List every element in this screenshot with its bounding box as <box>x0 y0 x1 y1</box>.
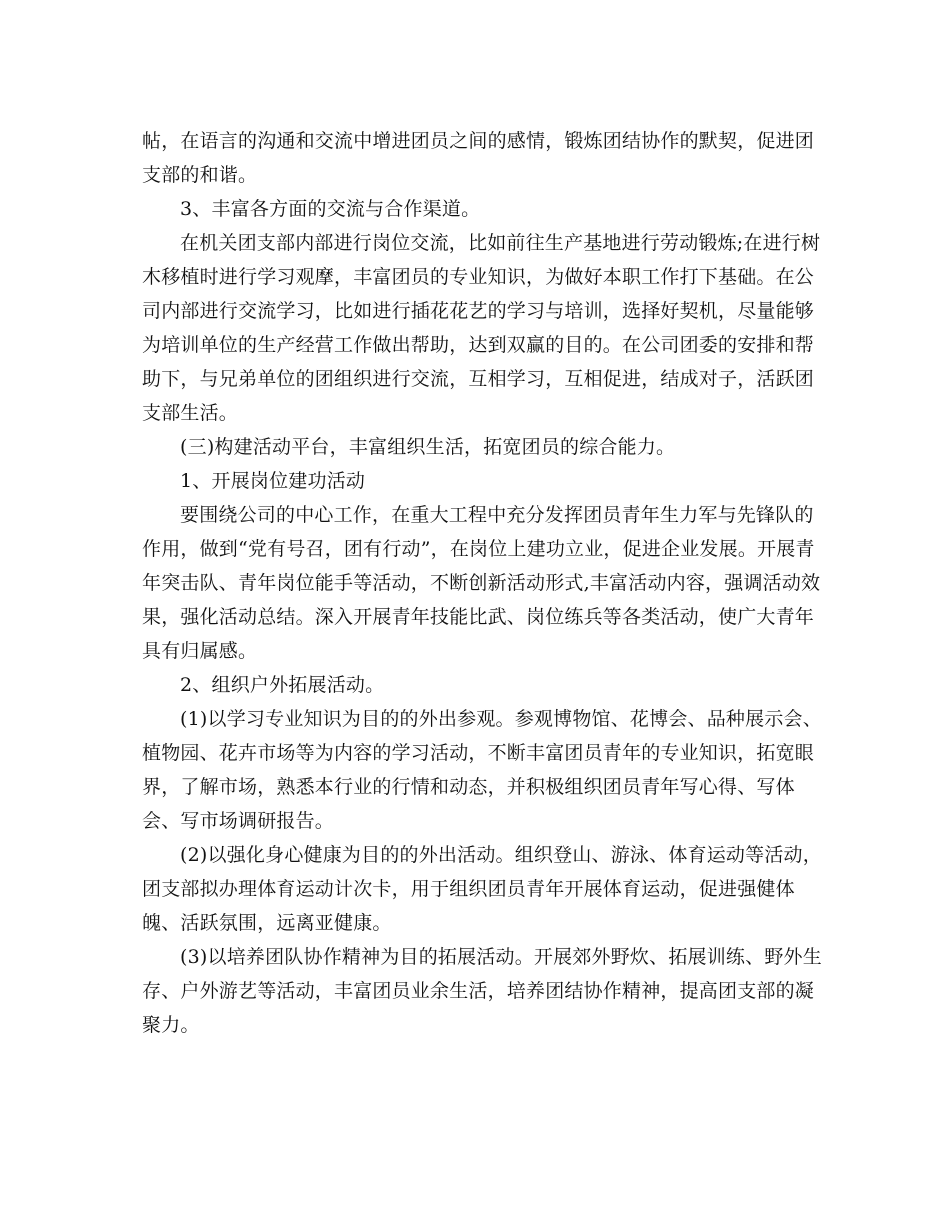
text-line: 要围绕公司的中心工作，在重大工程中充分发挥团员青年生力军与先锋队的 <box>180 504 814 526</box>
paragraph-6 <box>142 498 821 668</box>
paragraph-1 <box>142 124 815 192</box>
paragraph-9 <box>142 838 822 940</box>
text-line: 2、组织户外拓展活动。 <box>180 674 385 696</box>
text-line: 团支部拟办理体育运动计次卡，用于组织团员青年开展体育运动，促进强健体 <box>142 878 795 900</box>
text-line: (3)以培养团队协作精神为目的拓展活动。开展郊外野炊、拓展训练、野外生 <box>180 946 822 968</box>
text-line: 支部的和谐。 <box>142 164 258 186</box>
text-line: 司内部进行交流学习，比如进行插花花艺的学习与培训，选择好契机，尽量能够 <box>142 300 815 322</box>
subheading-2 <box>142 668 804 702</box>
text-line: 存、户外游艺等活动，丰富团员业余生活，培养团结协作精神，提高团支部的凝 <box>142 980 815 1002</box>
text-line: 聚力。 <box>142 1014 200 1036</box>
paragraph-8 <box>142 702 822 838</box>
text-line: 果，强化活动总结。深入开展青年技能比武、岗位练兵等各类活动，使广大青年 <box>142 606 815 628</box>
text-line: 会、写市场调研报告。 <box>142 810 335 832</box>
document-body <box>142 124 822 1042</box>
text-line: 木移植时进行学习观摩，丰富团员的专业知识，为做好本职工作打下基础。在公 <box>142 266 815 288</box>
text-line: 3、丰富各方面的交流与合作渠道。 <box>180 198 481 220</box>
paragraph-3 <box>142 226 821 430</box>
text-line: 在机关团支部内部进行岗位交流，比如前往生产基地进行劳动锻炼;在进行树 <box>180 232 821 254</box>
text-line: 作用，做到“党有号召，团有行动”，在岗位上建功立业，促进企业发展。开展青 <box>142 538 815 560</box>
paragraph-2-heading <box>142 192 804 226</box>
text-line: 植物园、花卉市场等为内容的学习活动，不断丰富团员青年的专业知识，拓宽眼 <box>142 742 815 764</box>
text-line: 1、开展岗位建功活动 <box>180 470 366 492</box>
text-line: (三)构建活动平台，丰富组织生活，拓宽团员的综合能力。 <box>180 436 676 458</box>
text-line: (2)以强化身心健康为目的的外出活动。组织登山、游泳、体育运动等活动， <box>180 844 822 866</box>
text-line: 支部生活。 <box>142 402 239 424</box>
text-line: 为培训单位的生产经营工作做出帮助，达到双赢的目的。在公司团委的安排和帮 <box>142 334 815 356</box>
text-line: (1)以学习专业知识为目的的外出参观。参观博物馆、花博会、品种展示会、 <box>180 708 822 730</box>
subheading-1 <box>142 464 804 498</box>
text-line: 魄、活跃氛围，远离亚健康。 <box>142 912 392 934</box>
text-line: 界，了解市场，熟悉本行业的行情和动态，并积极组织团员青年写心得、写体 <box>142 776 795 798</box>
paragraph-10 <box>142 940 822 1042</box>
section-heading-3 <box>142 430 804 464</box>
text-line: 助下，与兄弟单位的团组织进行交流，互相学习，互相促进，结成对子，活跃团 <box>142 368 815 390</box>
text-line: 具有归属感。 <box>142 640 258 662</box>
text-line: 帖，在语言的沟通和交流中增进团员之间的感情，锻炼团结协作的默契，促进团 <box>142 130 815 152</box>
text-line: 年突击队、青年岗位能手等活动，不断创新活动形式,丰富活动内容，强调活动效 <box>142 572 821 594</box>
